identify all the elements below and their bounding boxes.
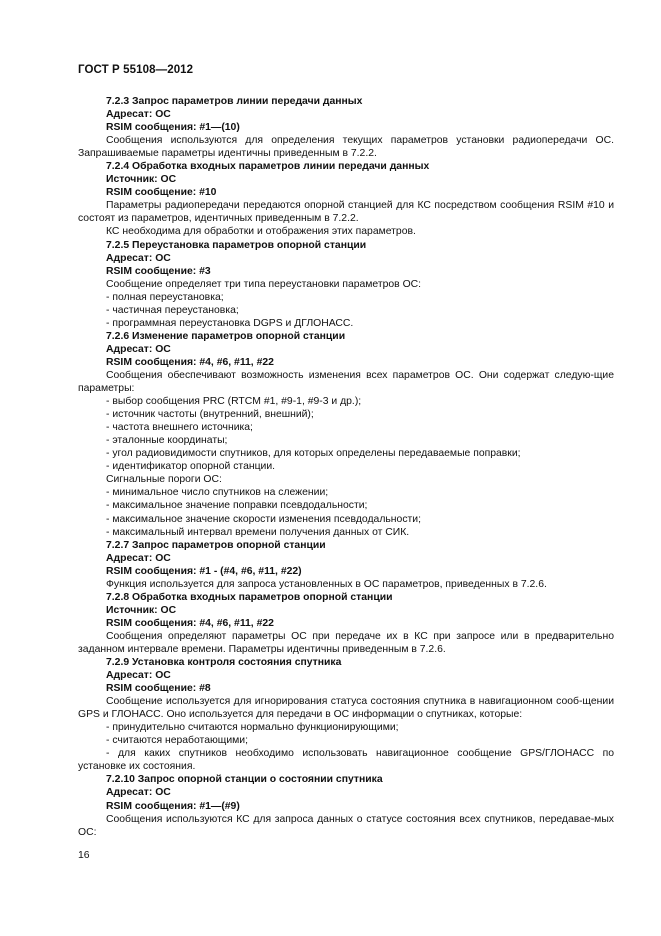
addressee-line: Адресат: ОС <box>106 109 171 121</box>
paragraph: Сообщение определяет три типа переустановки параметров ОС: <box>106 278 422 290</box>
paragraph: Сигнальные пороги ОС: <box>106 474 222 486</box>
rsim-line: RSIM сообщение: #3 <box>106 265 211 277</box>
addressee-line: Адресат: ОС <box>106 252 171 264</box>
rsim-line: RSIM сообщения: #4, #6, #11, #22 <box>106 356 274 368</box>
addressee-line: Адресат: ОС <box>106 787 171 799</box>
list-item: - частичная переустановка; <box>106 304 239 316</box>
section-heading: 7.2.9 Установка контроля состояния спутника <box>106 657 342 669</box>
section-heading: 7.2.10 Запрос опорной станции о состоянии спутника <box>106 774 383 786</box>
paragraph: Параметры радиопередачи передаются опорной станцией для КС посредством сообщения RSIM #10 и состоят из параметров, идентичных приведенным в 7.2.2. <box>78 200 614 225</box>
paragraph: Функция используется для запроса установленных в ОС параметров, приведенных в 7.2.6. <box>106 578 547 590</box>
rsim-line: RSIM сообщения: #1—(#9) <box>106 800 240 812</box>
list-item: - минимальное число спутников на слежении; <box>106 487 329 499</box>
rsim-line: RSIM сообщение: #8 <box>106 683 211 695</box>
list-item: - выбор сообщения PRC (RTCM #1, #9-1, #9-3 и др.); <box>106 396 362 408</box>
rsim-line: RSIM сообщения: #1—(10) <box>106 122 240 134</box>
list-item: - принудительно считаются нормально функционирующими; <box>106 722 399 734</box>
section-heading: 7.2.4 Обработка входных параметров линии передачи данных <box>106 161 430 173</box>
rsim-line: RSIM сообщения: #1 - (#4, #6, #11, #22) <box>106 565 302 577</box>
list-item: - максимальное значение скорости изменения псевдодальности; <box>106 513 421 525</box>
section-heading: 7.2.5 Переустановка параметров опорной станции <box>106 239 367 251</box>
paragraph: Сообщения используются КС для запроса данных о статусе состояния всех спутников, передавае-мых ОС: <box>78 813 614 838</box>
list-item: - максимальное значение поправки псевдодальности; <box>106 500 368 512</box>
paragraph: Сообщение используется для игнорирования статуса состояния спутника в навигационном сооб-щении GPS и ГЛОНАСС. Оно используется для передачи в ОС информации о спутниках, которые: <box>78 696 614 721</box>
document-body <box>78 95 614 839</box>
addressee-line: Адресат: ОС <box>106 552 171 564</box>
addressee-line: Адресат: ОС <box>106 343 171 355</box>
source-line: Источник: ОС <box>106 604 177 616</box>
source-line: Источник: ОС <box>106 174 177 186</box>
list-item: - для каких спутников необходимо использовать навигационное сообщение GPS/ГЛОНАСС по установке их состояния. <box>78 748 614 773</box>
list-item: - максимальный интервал времени получения данных от СИК. <box>106 526 410 538</box>
page-number: 16 <box>78 850 90 861</box>
addressee-line: Адресат: ОС <box>106 670 171 682</box>
rsim-line: RSIM сообщения: #4, #6, #11, #22 <box>106 617 274 629</box>
paragraph: Сообщения обеспечивают возможность изменения всех параметров ОС. Они содержат следую-щие параметры: <box>78 369 614 395</box>
list-item: - идентификатор опорной станции. <box>106 461 276 473</box>
list-item: - считаются неработающими; <box>106 735 248 747</box>
section-heading: 7.2.6 Изменение параметров опорной станции <box>106 330 346 342</box>
section-heading: 7.2.3 Запрос параметров линии передачи данных <box>106 96 363 107</box>
document-header: ГОСТ Р 55108—2012 <box>78 64 194 76</box>
list-item: - угол радиовидимости спутников, для которых определены передаваемые поправки; <box>106 448 521 460</box>
list-item: - полная переустановка; <box>106 291 224 303</box>
section-heading: 7.2.8 Обработка входных параметров опорной станции <box>106 591 393 603</box>
list-item: - эталонные координаты; <box>106 435 228 447</box>
paragraph: КС необходима для обработки и отображения этих параметров. <box>106 226 416 238</box>
rsim-line: RSIM сообщение: #10 <box>106 187 217 199</box>
paragraph: Сообщения используются для определения текущих параметров установки радиопередачи ОС. Запрашиваемые параметры идентичны приведенным в 7.2.2. <box>78 135 614 160</box>
list-item: - программная переустановка DGPS и ДГЛОНАСС. <box>106 317 354 329</box>
list-item: - частота внешнего источника; <box>106 422 253 434</box>
section-heading: 7.2.7 Запрос параметров опорной станции <box>106 539 326 551</box>
list-item: - источник частоты (внутренний, внешний); <box>106 409 314 421</box>
paragraph: Сообщения определяют параметры ОС при передаче их в КС при запросе или в предварительно заданном интервале времени. Параметры идентичны приведенным в 7.2.6. <box>78 630 614 655</box>
